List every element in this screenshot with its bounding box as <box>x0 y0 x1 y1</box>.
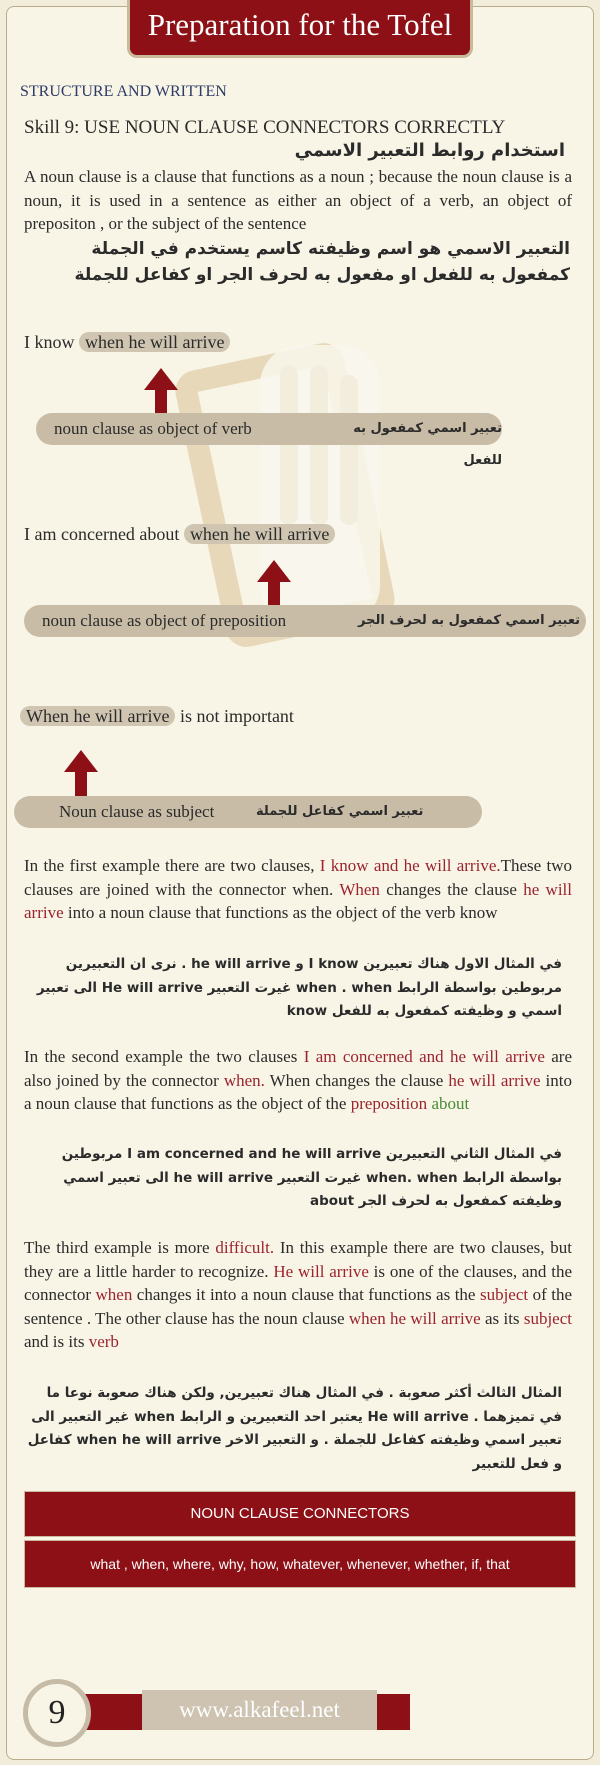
highlight-text: when <box>95 1285 133 1304</box>
example-1-prefix: I know <box>24 332 79 352</box>
example-3-clause: When he will arrive <box>20 706 175 726</box>
text: In this example there are two clauses, but they are a little harder to recognize. <box>24 1238 572 1281</box>
page-number: 9 <box>23 1679 91 1747</box>
label-pill-3 <box>14 796 482 828</box>
label-pill-1 <box>36 413 502 468</box>
highlight-text: when. <box>223 1070 265 1090</box>
paragraph-1-arabic: في المثال الاول هناك تعبيرين I know و he will arrive . نرى ان التعبيرين مربوطين بواسطة الرابط when . when غيرت التعبير He will arrive الى تعبير اسمي و وظيفته كمفعول به للفعل know <box>36 956 562 1019</box>
highlight-text: I am concerned and he will arrive <box>303 1047 545 1066</box>
text: and is its <box>24 1332 89 1351</box>
example-3 <box>20 706 294 727</box>
paragraph-2-arabic: في المثال الثاني التعبيرين I am concerned and he will arrive مربوطين بواسطة الرابط when. when غيرت التعبير he will arrive الى تعبير اسمي وظيفته كمفعول به لحرف الجر about <box>61 1146 562 1209</box>
text: These two clauses are joined with the connector when. <box>24 856 572 899</box>
paragraph-3-arabic: المثال الثالث أكثر صعوبة . في المثال هناك تعبيرين, ولكن هناك صعوبة نوعا ما في تميزهما . He will arrive يعتبر احد التعبيرين و الرابط when غير التعبير الى تعبير اسمي وظيفته كفاعل للجملة . و التعبير الاخر when he will arrive كفاعل و فعل للتعبير <box>27 1385 562 1472</box>
highlight-text: I know and he will arrive. <box>319 856 501 875</box>
highlight-text: difficult. <box>215 1238 275 1257</box>
text: into a noun clause that functions as the object of the <box>24 1070 572 1113</box>
text: When changes the clause <box>264 1070 449 1090</box>
text: into a noun clause that functions as the object of the verb know <box>63 903 498 922</box>
label-3: Noun clause as subject <box>59 802 215 821</box>
highlight-text: He will arrive <box>273 1261 369 1281</box>
section-heading: STRUCTURE AND WRITTEN <box>20 83 227 100</box>
label-1-arabic: تعبير اسمي كمفعول به للفعل <box>353 421 502 468</box>
text: In the second example the two clauses <box>24 1047 304 1066</box>
label-pill-2 <box>24 605 586 637</box>
label-2-arabic: تعبير اسمي كمفعول به لحرف الجر <box>358 613 581 628</box>
paragraph-2 <box>24 1045 572 1116</box>
connectors-list: what , when, where, why, how, whatever, whenever, whether, if, that <box>24 1540 576 1588</box>
paragraph-3 <box>24 1236 572 1354</box>
example-1 <box>24 332 230 353</box>
paragraph-1 <box>24 854 572 925</box>
intro-paragraph: A noun clause is a clause that functions as a noun ; because the noun clause is a noun, it is used in a sentence as either an object of a verb, an object of prepositon , or the subject of the sentence <box>24 167 572 233</box>
page-title: Preparation for the Tofel <box>127 0 473 58</box>
example-2-prefix: I am concerned about <box>24 524 184 544</box>
highlight-text: verb <box>88 1332 119 1351</box>
text: changes the clause <box>379 879 524 899</box>
example-3-suffix: is not important <box>175 706 294 726</box>
example-2-clause: when he will arrive <box>184 524 335 544</box>
up-arrow-icon <box>72 750 90 798</box>
label-2: noun clause as object of preposition <box>42 611 287 630</box>
highlight-text: subject <box>479 1285 529 1304</box>
intro-paragraph-arabic: التعبير الاسمي هو اسم وظيفته كاسم يستخدم في الجملة كمفعول به للفعل او مفعول به لحرف الجر او كفاعل للجملة <box>74 239 570 285</box>
highlight-text: he will arrive <box>24 879 572 922</box>
skill-title-arabic: استخدام روابط التعبير الاسمي <box>294 140 565 161</box>
highlight-text: he will arrive <box>448 1070 541 1090</box>
text: changes it into a noun clause that functions as the <box>132 1285 480 1304</box>
highlight-text: subject <box>523 1308 572 1328</box>
skill-title: Skill 9: USE NOUN CLAUSE CONNECTORS CORRECTLY <box>24 117 506 138</box>
highlight-text: preposition <box>350 1094 428 1113</box>
example-1-clause: when he will arrive <box>79 332 230 352</box>
text: are also joined by the connector <box>24 1047 572 1090</box>
text: In the first example there are two clauses, <box>24 856 320 875</box>
label-1: noun clause as object of verb <box>54 419 252 438</box>
up-arrow-icon <box>265 560 283 610</box>
highlight-text: when he will arrive <box>348 1308 481 1328</box>
text: is one of the clauses, and the connector <box>24 1261 573 1304</box>
text: The third example is more <box>24 1238 216 1257</box>
text: of the sentence . The other clause has the noun clause <box>24 1285 572 1328</box>
footer-url[interactable]: www.alkafeel.net <box>142 1690 377 1730</box>
label-3-arabic: تعبير اسمي كفاعل للجملة <box>256 804 424 819</box>
text: as its <box>480 1308 524 1328</box>
example-2 <box>24 524 335 545</box>
highlight-text: When <box>339 879 380 899</box>
green-text: about <box>427 1094 470 1113</box>
connectors-heading: NOUN CLAUSE CONNECTORS <box>24 1491 576 1537</box>
